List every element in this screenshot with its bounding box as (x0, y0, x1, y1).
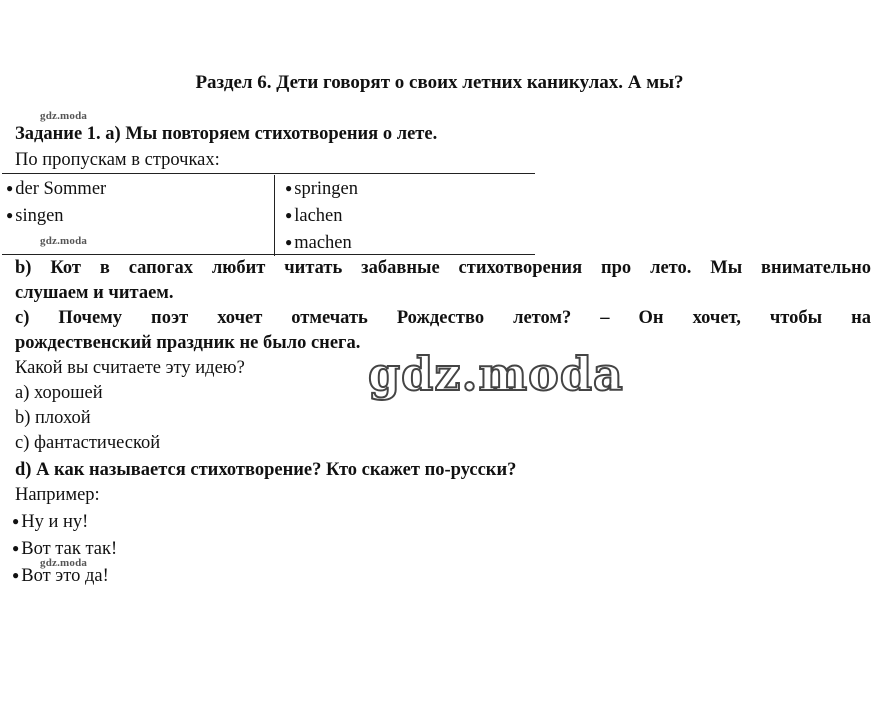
part-b-line1: b) Кот в сапогах любит читать забавные стихотворения про лето. Мы внимательно (15, 258, 871, 278)
table-cell (275, 175, 536, 202)
part-c-line1: c) Почему поэт хочет отмечать Рождество летом? – Он хочет, чтобы на (15, 308, 871, 328)
option-c: c) фантастической (15, 433, 161, 453)
watermark-small: gdz.moda (40, 235, 88, 247)
word: singen (15, 206, 64, 226)
bullet-icon: ● (12, 541, 20, 555)
part-c-question: Какой вы считаете эту идею? (15, 358, 245, 378)
watermark-small: gdz.moda (40, 557, 88, 569)
word: der Sommer (15, 179, 107, 199)
option-b: b) плохой (15, 408, 91, 428)
part-d-heading: d) А как называется стихотворение? Кто скажет по-русски? (15, 460, 517, 480)
table-top-border (2, 173, 535, 174)
table-cell (2, 202, 275, 229)
table-bottom-border (2, 254, 535, 255)
word: machen (294, 233, 352, 253)
list-item: ● Вот так так! (12, 539, 118, 559)
watermark-small: gdz.moda (40, 110, 88, 122)
bullet-icon: ● (12, 514, 20, 528)
bullet-icon: ● (285, 181, 293, 195)
task1-instruction: По пропускам в строчках: (15, 150, 220, 170)
watermark-large: gdz.moda (368, 347, 624, 401)
bullet-icon: ● (6, 208, 14, 222)
bullet-icon: ● (285, 235, 293, 249)
list-item: ● Ну и ну! (12, 512, 89, 532)
list-item: ● Вот это да! (12, 566, 109, 586)
section-title: Раздел 6. Дети говорят о своих летних каникулах. А мы? (195, 72, 684, 93)
bullet-icon: ● (285, 208, 293, 222)
table-cell (275, 202, 536, 229)
part-b-line2: слушаем и читаем. (15, 283, 174, 303)
option-a: a) хорошей (15, 383, 103, 403)
example-label: Например: (15, 485, 100, 505)
bullet-icon: ● (6, 181, 14, 195)
table-cell (2, 175, 275, 202)
task1-heading: Задание 1. a) Мы повторяем стихотворения о лете. (15, 124, 438, 144)
word: springen (294, 179, 358, 199)
bullet-icon: ● (12, 568, 20, 582)
word: lachen (294, 206, 343, 226)
table-cell (275, 229, 536, 256)
part-c-line2: рождественский праздник не было снега. (15, 333, 361, 353)
